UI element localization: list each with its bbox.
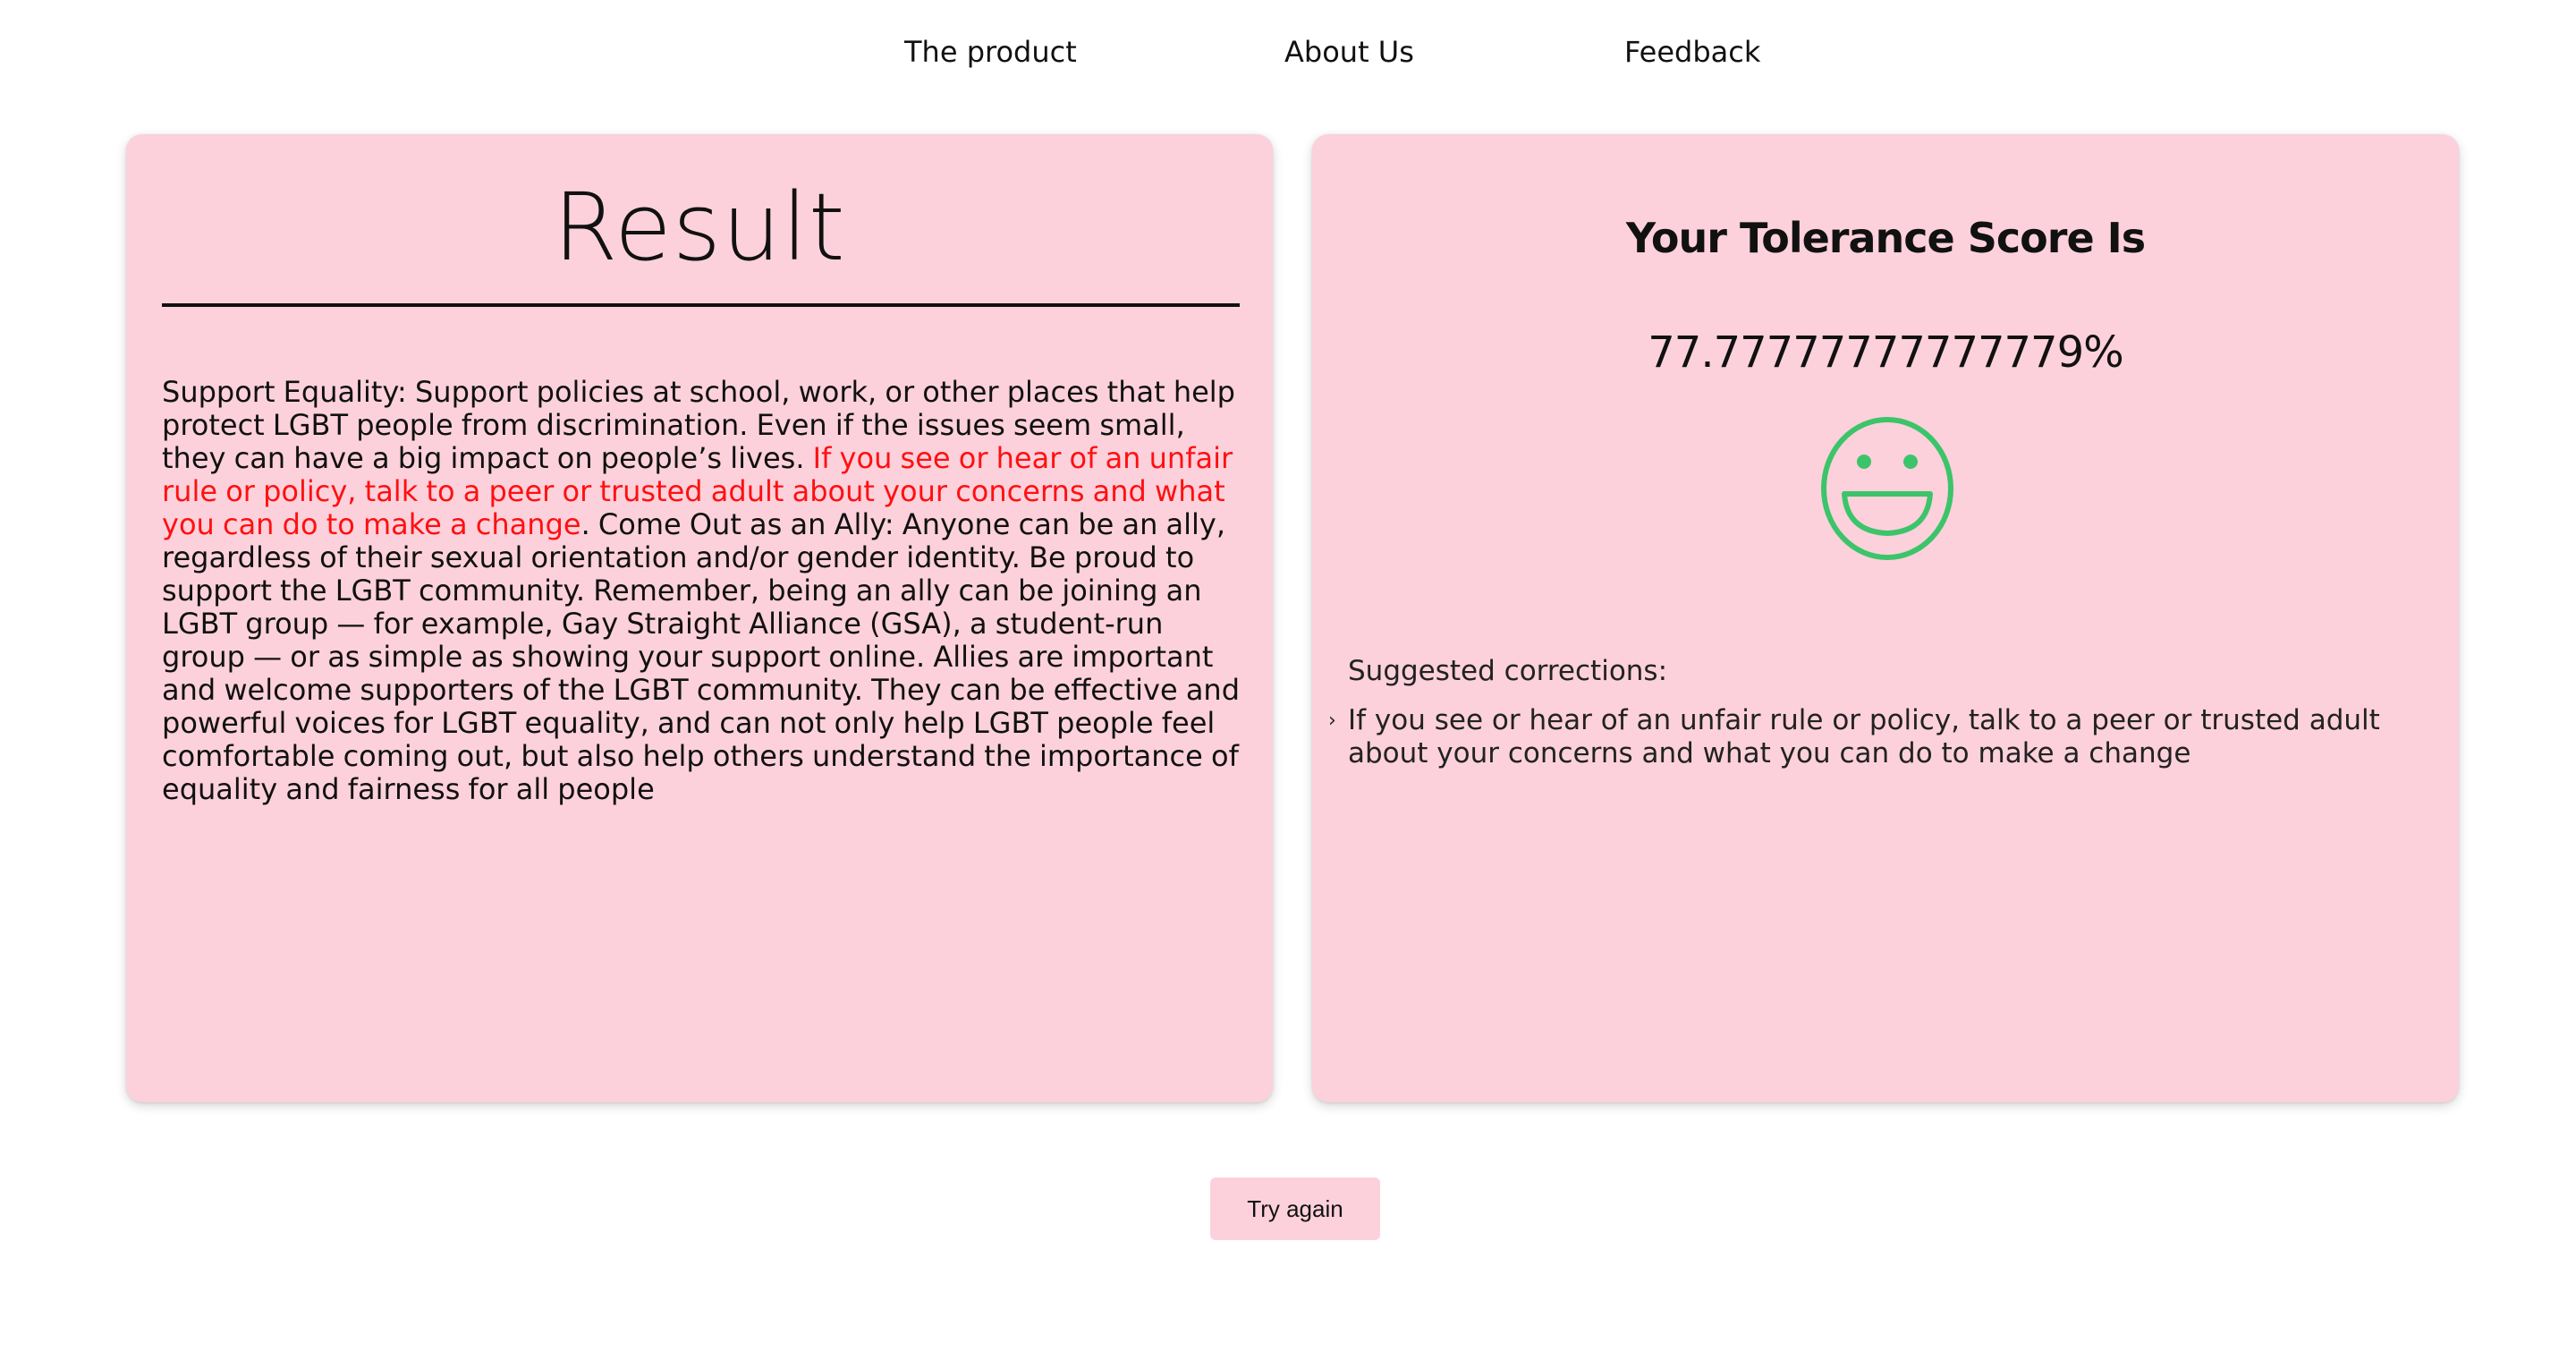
- corrections-list: [1328, 704, 2421, 770]
- correction-item: [1328, 704, 2421, 770]
- correction-text: If you see or hear of an unfair rule or policy, talk to a peer or trusted adult about your concerns and what you can do to make a change: [1348, 704, 2380, 769]
- nav-link-about-us[interactable]: About Us: [1284, 35, 1414, 69]
- bullet-icon: ›: [1328, 710, 1336, 732]
- try-again-button[interactable]: Try again: [1210, 1177, 1380, 1240]
- nav-link-the-product[interactable]: The product: [904, 35, 1077, 69]
- result-text-part-2: . Come Out as an Ally: Anyone can be an ally, regardless of their sexual orientation and/or gender identity. Be proud to support the LGBT community. Remember, being an ally can be joining an LGBT group — for example, Gay Straight Alliance (GSA), a student-run group — or as simple as showing your support online. Allies are important and welcome supporters of the LGBT community. They can be effective and powerful voices for LGBT equality, and can not only help LGBT people feel comfortable coming out, but also help others understand the importance of equality and fairness for all people: [162, 507, 1241, 806]
- result-text-part-1: Support Equality: Support policies at school, work, or other places that help protect LGBT people from discrimination. Even if the issues seem small, they can have a big impact on people’s lives.: [162, 375, 1235, 475]
- score-heading: Your Tolerance Score Is: [1625, 214, 2146, 262]
- corrections-label: Suggested corrections:: [1348, 655, 1668, 687]
- result-text: [162, 376, 1244, 806]
- result-divider: [162, 303, 1240, 307]
- score-value: 77.77777777777779%: [1648, 327, 2123, 378]
- result-card: [126, 134, 1273, 1102]
- smiley-face-icon: [1818, 413, 1956, 564]
- top-navigation: [0, 0, 2576, 107]
- result-title: Result: [553, 173, 846, 282]
- score-card: [1312, 134, 2459, 1102]
- result-text-highlight: If you see or hear of an unfair rule or policy, talk to a peer or trusted adult about your concerns and what you can do to make a change: [162, 441, 1233, 541]
- nav-link-feedback[interactable]: Feedback: [1624, 35, 1761, 69]
